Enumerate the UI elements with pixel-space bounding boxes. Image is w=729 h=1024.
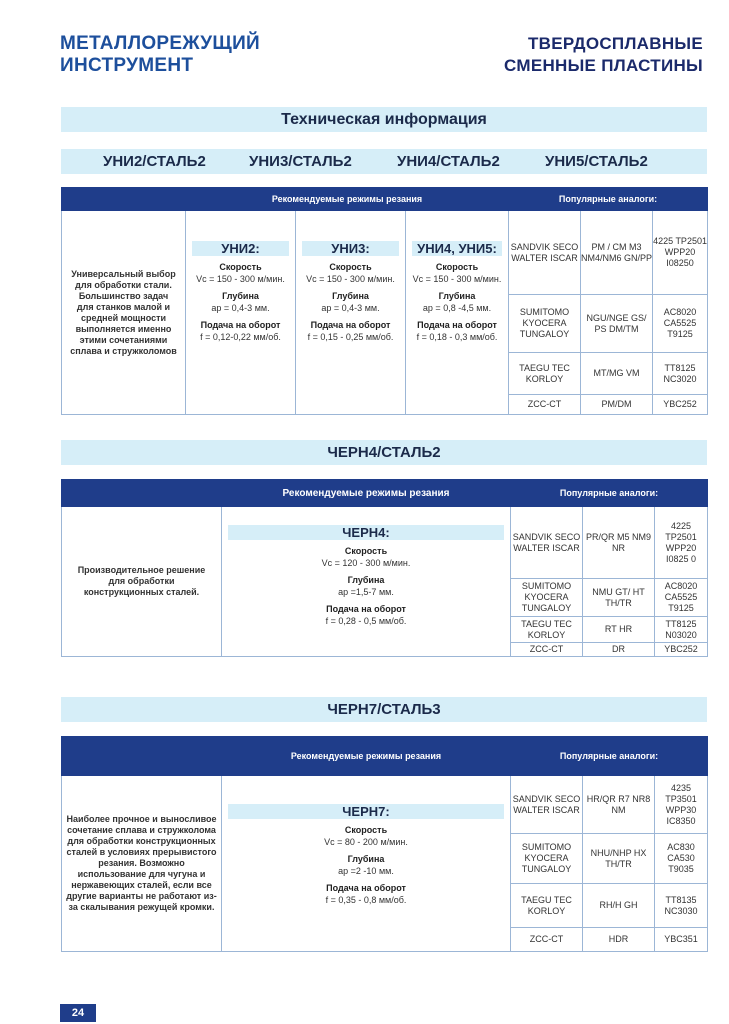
mode-col-uni3 bbox=[296, 211, 406, 415]
depth-label: Глубина bbox=[332, 291, 369, 301]
analog-brand: ZCC-CT bbox=[509, 395, 581, 415]
th-empty bbox=[62, 188, 186, 211]
grade-title: УНИ3: bbox=[302, 241, 399, 256]
grade-label: УНИ2/СТАЛЬ2 bbox=[103, 153, 206, 170]
feed-label: Подача на оборот bbox=[417, 320, 497, 330]
speed-label: Скорость bbox=[219, 262, 262, 272]
analog-chipbreaker: DR bbox=[583, 643, 655, 657]
analog-alloy: 4225 TP2501 WPP20 I08250 bbox=[653, 211, 708, 295]
feed-label: Подача на оборот bbox=[310, 320, 391, 330]
grade-label: УНИ5/СТАЛЬ2 bbox=[545, 153, 648, 170]
feed-label: Подача на оборот bbox=[200, 320, 281, 330]
analog-alloy: AC8020 CA5525 T9125 bbox=[655, 579, 708, 617]
catalog-subsection-title bbox=[504, 33, 703, 77]
feed-value: f = 0,18 - 0,3 мм/об. bbox=[416, 332, 498, 342]
analog-alloy: TT8125 NC3020 bbox=[653, 353, 708, 395]
analog-brand: ZCC-CT bbox=[511, 928, 583, 952]
mode-col-chern4 bbox=[222, 507, 511, 657]
grade-label: УНИ4/СТАЛЬ2 bbox=[397, 153, 500, 170]
page-title: Техническая информация bbox=[61, 107, 707, 132]
speed-label: Скорость bbox=[329, 262, 372, 272]
page-number: 24 bbox=[60, 1004, 96, 1022]
section1-description: Универсальный выбор для обработки стали. Большинство задач для станков малой и средней мощности выполняется именно этими сочетаниями сплава и стружколомов bbox=[62, 211, 186, 415]
analog-brand: SUMITOMO KYOCERA TUNGALOY bbox=[509, 295, 581, 353]
depth-label: Глубина bbox=[347, 575, 385, 585]
feed-value: f = 0,28 - 0,5 мм/об. bbox=[325, 616, 407, 626]
grade-title: УНИ2: bbox=[192, 241, 289, 256]
analog-brand: SANDVIK SECO WALTER ISCAR bbox=[511, 776, 583, 834]
analog-alloy: TT8135 NC3030 bbox=[655, 884, 708, 928]
analog-chipbreaker: NHU/NHP HX TH/TR bbox=[583, 834, 655, 884]
analog-chipbreaker: NGU/NGE GS/ PS DM/TM bbox=[581, 295, 653, 353]
analog-chipbreaker: RT HR bbox=[583, 617, 655, 643]
feed-value: f = 0,12-0,22 мм/об. bbox=[200, 332, 281, 342]
analog-chipbreaker: PR/QR M5 NM9 NR bbox=[583, 507, 655, 579]
feed-label: Подача на оборот bbox=[326, 604, 406, 614]
th-analogs: Популярные аналоги: bbox=[509, 188, 708, 211]
speed-value: Vc = 120 - 300 м/мин. bbox=[321, 558, 411, 568]
mode-col-chern7 bbox=[222, 776, 511, 952]
speed-label: Скорость bbox=[344, 546, 388, 556]
depth-value: ap =2 -10 мм. bbox=[338, 866, 394, 876]
th-modes: Рекомендуемые режимы резания bbox=[222, 480, 511, 507]
grade-title: ЧЕРН4: bbox=[228, 525, 504, 540]
header-right-line1: ТВЕРДОСПЛАВНЫЕ bbox=[527, 34, 703, 53]
analog-brand: SUMITOMO KYOCERA TUNGALOY bbox=[511, 579, 583, 617]
th-analogs: Популярные аналоги: bbox=[511, 737, 708, 776]
analog-chipbreaker: HDR bbox=[583, 928, 655, 952]
feed-value: f = 0,35 - 0,8 мм/об. bbox=[325, 895, 407, 905]
header-left-line2: ИНСТРУМЕНТ bbox=[60, 55, 194, 76]
analog-brand: TAEGU TEC KORLOY bbox=[511, 884, 583, 928]
section3-title: ЧЕРН7/СТАЛЬ3 bbox=[61, 697, 707, 722]
speed-value: Vc = 150 - 300 м/мин. bbox=[196, 274, 285, 284]
section2-title: ЧЕРН4/СТАЛЬ2 bbox=[61, 440, 707, 465]
feed-label: Подача на оборот bbox=[326, 883, 406, 893]
speed-value: Vc = 150 - 300 м/мин. bbox=[412, 274, 502, 284]
grades-band bbox=[61, 149, 707, 174]
catalog-section-title bbox=[60, 33, 260, 77]
analog-chipbreaker: NMU GT/ HT TH/TR bbox=[583, 579, 655, 617]
analog-chipbreaker: HR/QR R7 NR8 NM bbox=[583, 776, 655, 834]
th-empty bbox=[62, 737, 222, 776]
analog-alloy: 4235 TP3501 WPP30 IC8350 bbox=[655, 776, 708, 834]
analog-alloy: AC8020 CA5525 T9125 bbox=[653, 295, 708, 353]
header-right-line2: СМЕННЫЕ ПЛАСТИНЫ bbox=[504, 56, 703, 75]
grade-title: ЧЕРН7: bbox=[228, 804, 504, 819]
section3-table bbox=[61, 736, 708, 952]
depth-label: Глубина bbox=[438, 291, 476, 301]
depth-value: ap = 0,4-3 мм. bbox=[211, 303, 270, 313]
speed-label: Скорость bbox=[435, 262, 479, 272]
speed-value: Vc = 80 - 200 м/мин. bbox=[324, 837, 408, 847]
analog-chipbreaker: PM / CM M3 NM4/NM6 GN/PP bbox=[581, 211, 653, 295]
analog-alloy: 4225 TP2501 WPP20 I0825 0 bbox=[655, 507, 708, 579]
section2-description: Производительное решение для обработки конструкционных сталей. bbox=[62, 507, 222, 657]
depth-label: Глубина bbox=[347, 854, 385, 864]
analog-brand: TAEGU TEC KORLOY bbox=[509, 353, 581, 395]
grade-title: УНИ4, УНИ5: bbox=[412, 241, 502, 256]
section3-description: Наиболее прочное и выносливое сочетание сплава и стружколома для обработки конструкционных сталей в условиях прерывистого резания. Возможно использование для чугуна и нержавеющих сталей, если все другие варианты не работают из-за скалывания режущей кромки. bbox=[62, 776, 222, 952]
th-modes: Рекомендуемые режимы резания bbox=[186, 188, 509, 211]
analog-brand: TAEGU TEC KORLOY bbox=[511, 617, 583, 643]
mode-col-uni45 bbox=[406, 211, 509, 415]
analog-brand: SANDVIK SECO WALTER ISCAR bbox=[509, 211, 581, 295]
analog-alloy: AC830 CA530 T9035 bbox=[655, 834, 708, 884]
depth-value: ap =1,5-7 мм. bbox=[338, 587, 394, 597]
th-modes: Рекомендуемые режимы резания bbox=[222, 737, 511, 776]
section2-table bbox=[61, 479, 708, 657]
analog-brand: ZCC-CT bbox=[511, 643, 583, 657]
analog-chipbreaker: PM/DM bbox=[581, 395, 653, 415]
analog-brand: SANDVIK SECO WALTER ISCAR bbox=[511, 507, 583, 579]
depth-label: Глубина bbox=[222, 291, 259, 301]
header-left-line1: МЕТАЛЛОРЕЖУЩИЙ bbox=[60, 33, 260, 54]
th-empty bbox=[62, 480, 222, 507]
grade-label: УНИ3/СТАЛЬ2 bbox=[249, 153, 352, 170]
analog-alloy: YBC252 bbox=[653, 395, 708, 415]
section1-table bbox=[61, 187, 708, 415]
analog-alloy: YBC252 bbox=[655, 643, 708, 657]
feed-value: f = 0,15 - 0,25 мм/об. bbox=[307, 332, 394, 342]
analog-brand: SUMITOMO KYOCERA TUNGALOY bbox=[511, 834, 583, 884]
mode-col-uni2 bbox=[186, 211, 296, 415]
depth-value: ap = 0,4-3 мм. bbox=[321, 303, 380, 313]
analog-chipbreaker: RH/H GH bbox=[583, 884, 655, 928]
th-analogs: Популярные аналоги: bbox=[511, 480, 708, 507]
analog-chipbreaker: MT/MG VM bbox=[581, 353, 653, 395]
depth-value: ap = 0,8 -4,5 мм. bbox=[422, 303, 492, 313]
analog-alloy: YBC351 bbox=[655, 928, 708, 952]
analog-alloy: TT8125 N03020 bbox=[655, 617, 708, 643]
speed-value: Vc = 150 - 300 м/мин. bbox=[306, 274, 395, 284]
speed-label: Скорость bbox=[344, 825, 388, 835]
